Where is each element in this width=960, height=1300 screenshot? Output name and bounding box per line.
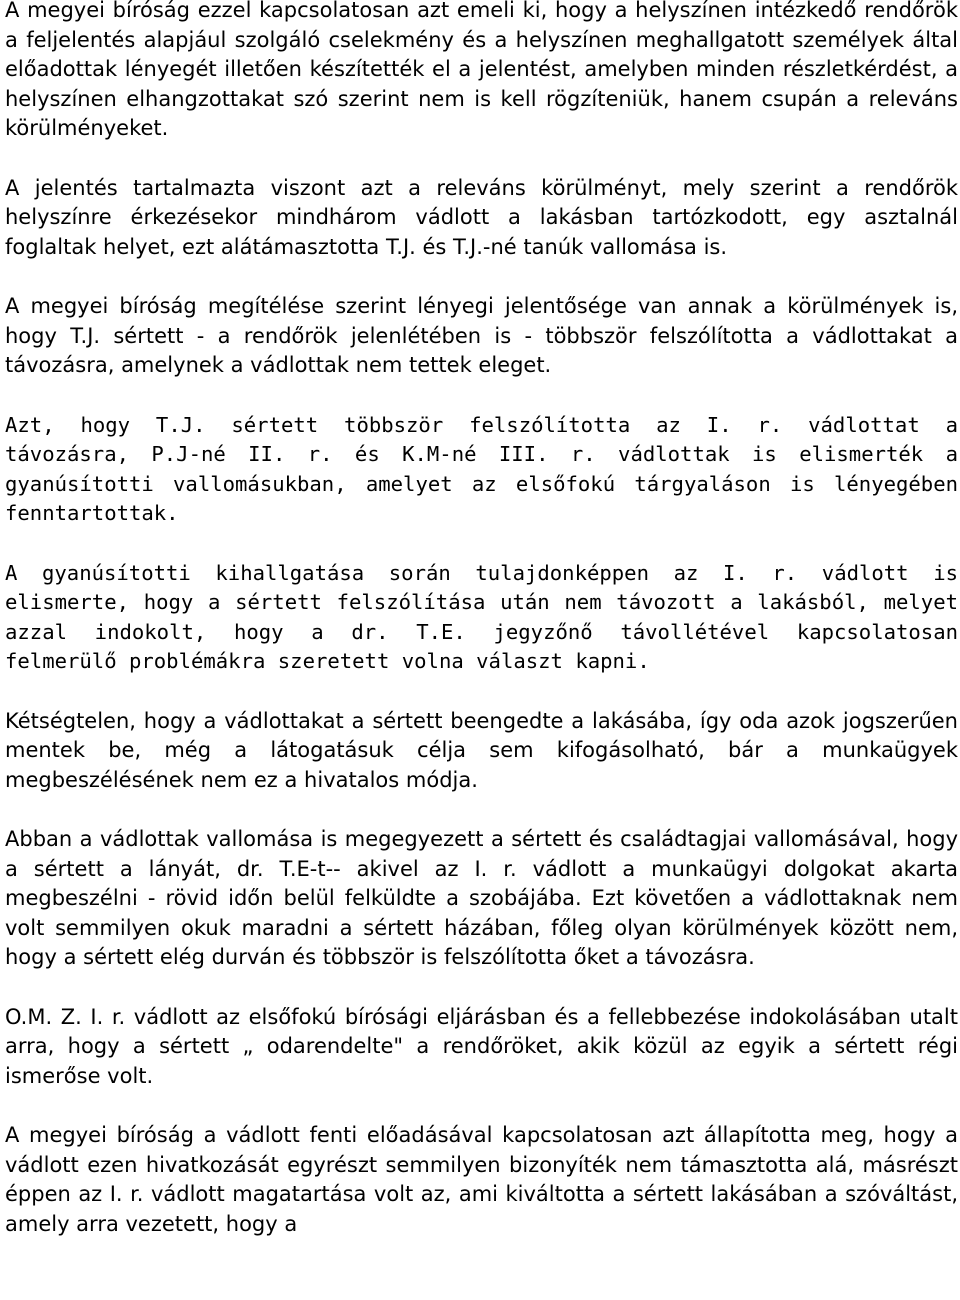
- paragraph-3: A megyei bíróság megítélése szerint lényegi jelentősége van annak a körülmények is, hogy T.J. sértett - a rendőrök jelenlétében is - többször felszólította a vádlottakat a távozásra, amelynek a vádlottak nem tettek eleget.: [5, 294, 958, 377]
- paragraph-1: A megyei bíróság ezzel kapcsolatosan azt emeli ki, hogy a helyszínen intézkedő rendőrök a feljelentés alapjául szolgáló cselekmény és a helyszínen meghallgatott személyek által előadottak lényegét illetően készítették el a jelentést, amelyben minden részletkérdést, a helyszínen elhangzottakat szó szerint nem is kell rögzíteniük, hanem csupán a releváns körülményeket.: [5, 0, 958, 140]
- paragraph-5: A gyanúsítotti kihallgatása során tulajdonképpen az I. r. vádlott is elismerte, hogy a sértett felszólítása után nem távozott a lakásból, melyet azzal indokolt, hogy a dr. T.E. jegyzőnő távollétével kapcsolatosan felmerülő problémákra szeretett volna választ kapni.: [5, 560, 958, 673]
- paragraph-6: Kétségtelen, hogy a vádlottakat a sértett beengedte a lakásába, így oda azok jogszerűen mentek be, még a látogatásuk célja sem kifogásolható, bár a munkaügyek megbeszélésének nem ez a hivatalos módja.: [5, 708, 958, 792]
- paragraph-7: Abban a vádlottak vallomása is megegyezett a sértett és családtagjai vallomásával, hogy a sértett a lányát, dr. T.E-t-- akivel az I. r. vádlott a munkaügyi dolgokat akarta megbeszélni - rövid időn belül felküldte a szobájába. Ezt követően a vádlottaknak nem volt semmilyen okuk maradni a sértett házában, főleg olyan körülmények között nem, hogy a sértett elég durván és többször is felszólította őket a távozásra.: [5, 827, 958, 969]
- document-body: [5, 0, 958, 1269]
- paragraph-2: A jelentés tartalmazta viszont azt a releváns körülményt, mely szerint a rendőrök helyszínre érkezésekor mindhárom vádlott a lakásban tartózkodott, egy asztalnál foglaltak helyet, ezt alátámasztotta T.J. és T.J.-né tanúk vallomása is.: [5, 175, 958, 259]
- paragraph-4: Azt, hogy T.J. sértett többször felszólította az I. r. vádlottat a távozásra, P.J-né II. r. és K.M-né III. r. vádlottak is elismerték a gyanúsítotti vallomásukban, amelyet az elsőfokú tárgyaláson is lényegében fenntartottak.: [5, 412, 958, 525]
- paragraph-8: O.M. Z. I. r. vádlott az elsőfokú bírósági eljárásban és a fellebbezése indokolásában utalt arra, hogy a sértett „ odarendelte" a rendőröket, akik közül az egyik a sértett régi ismerőse volt.: [5, 1004, 958, 1088]
- paragraph-9: A megyei bíróság a vádlott fenti előadásával kapcsolatosan azt állapította meg, hogy a vádlott ezen hivatkozását egyrészt semmilyen bizonyíték nem támasztotta alá, másrészt éppen az I. r. vádlott magatartása volt az, ami kiváltotta a sértett lakásában a szóváltást, amely arra vezetett, hogy a: [5, 1123, 958, 1236]
